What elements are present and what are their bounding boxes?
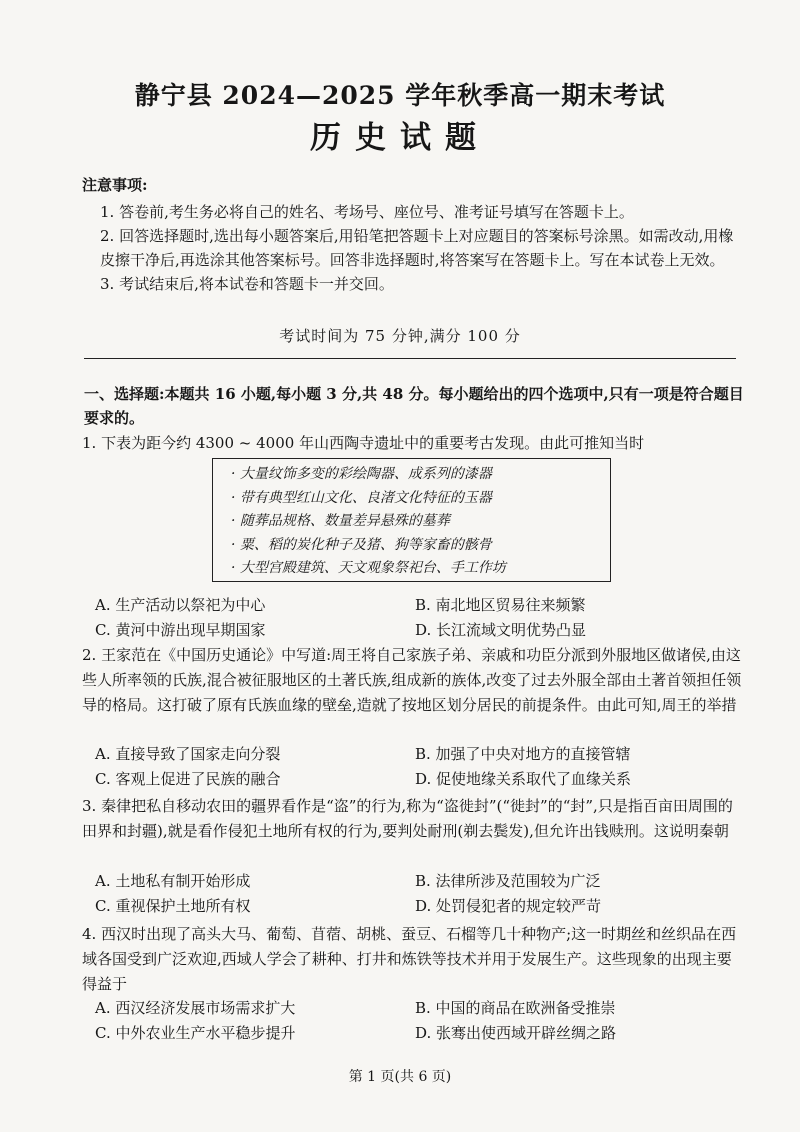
question-2-stem: 2. 王家范在《中国历史通论》中写道:周王将自己家族子弟、亲戚和功臣分派到外服地区做诸侯,由这些人所率领的氏族,混合被征服地区的土著氏族,组成新的族体,改变了过去外服全部由土著首领担任领导的格局。这打破了原有氏族血缘的壁垒,造就了按地区划分居民的前提条件。由此可知,周王的举措 (82, 646, 742, 714)
question-3-stem: 3. 秦律把私自移动农田的疆界看作是“盗”的行为,称为“盗徙封”(“徙封”的“封”,只是指百亩田周围的田界和封疆),就是看作侵犯土地所有权的行为,要判处耐刑(剃去鬓发),但允许出钱赎刑。这说明秦朝 (82, 797, 733, 840)
divider-line (84, 358, 736, 359)
table-row: · 大量纹饰多变的彩绘陶器、成系列的漆器 (231, 466, 492, 482)
option-d: D. 张骞出使西域开辟丝绸之路 (415, 1024, 617, 1042)
question-3-options (95, 869, 735, 919)
notice-list (100, 200, 740, 296)
table-row: · 大型宫殿建筑、天文观象祭祀台、手工作坊 (231, 560, 506, 576)
table-row: · 粟、稻的炭化种子及猪、狗等家畜的骸骨 (231, 536, 492, 553)
table-row: · 随葬品规格、数量差异悬殊的墓葬 (231, 513, 450, 529)
notice-heading: 注意事项: (82, 176, 148, 194)
question-1-options (95, 593, 735, 643)
question-4-options (95, 996, 735, 1046)
option-a: A. 生产活动以祭祀为中心 (95, 596, 266, 614)
question-2-options (95, 742, 735, 792)
option-b: B. 中国的商品在欧洲备受推崇 (415, 999, 616, 1017)
option-a: A. 土地私有制开始形成 (95, 872, 251, 890)
exam-time-note: 考试时间为 75 分钟,满分 100 分 (279, 327, 521, 345)
option-a: A. 西汉经济发展市场需求扩大 (95, 999, 296, 1017)
option-c: C. 黄河中游出现早期国家 (95, 621, 266, 639)
option-c: C. 重视保护土地所有权 (95, 897, 251, 915)
option-d: D. 长江流域文明优势凸显 (415, 621, 587, 639)
notice-item-3: 3. 考试结束后,将本试卷和答题卡一并交回。 (100, 275, 394, 293)
table-row: · 带有典型红山文化、良渚文化特征的玉器 (231, 489, 492, 506)
option-b: B. 南北地区贸易往来频繁 (415, 596, 586, 614)
notice-item-2: 2. 回答选择题时,选出每小题答案后,用铅笔把答题卡上对应题目的答案标号涂黑。如需改动,用橡皮擦干净后,再选涂其他答案标号。回答非选择题时,将答案写在答题卡上。写在本试卷上无效。 (100, 227, 734, 269)
option-a: A. 直接导致了国家走向分裂 (95, 745, 281, 763)
option-b: B. 加强了中央对地方的直接管辖 (415, 745, 631, 763)
notice-item-1: 1. 答卷前,考生务必将自己的姓名、考场号、座位号、准考证号填写在答题卡上。 (100, 203, 634, 221)
question-4-stem: 4. 西汉时出现了高头大马、葡萄、苜蓿、胡桃、蚕豆、石榴等几十种物产;这一时期丝和丝织品在西域各国受到广泛欢迎,西域人学会了耕种、打井和炼铁等技术并用于发展生产。这些现象的出现主要得益于 (82, 925, 737, 993)
page-footer: 第 1 页(共 6 页) (348, 1069, 452, 1085)
question-1-stem: 1. 下表为距今约 4300 ~ 4000 年山西陶寺遗址中的重要考古发现。由此可推知当时 (82, 434, 645, 452)
section-heading: 一、选择题:本题共 16 小题,每小题 3 分,共 48 分。每小题给出的四个选项中,只有一项是符合题目要求的。 (84, 385, 744, 427)
option-d: D. 处罚侵犯者的规定较严苛 (415, 897, 602, 915)
question-1-table (212, 458, 611, 582)
option-c: C. 客观上促进了民族的融合 (95, 770, 281, 788)
subject-title: 历史试题 (310, 120, 490, 156)
option-d: D. 促使地缘关系取代了血缘关系 (415, 770, 632, 788)
exam-title: 静宁县 2024—2025 学年秋季高一期末考试 (134, 81, 666, 110)
option-b: B. 法律所涉及范围较为广泛 (415, 872, 601, 890)
option-c: C. 中外农业生产水平稳步提升 (95, 1024, 296, 1042)
